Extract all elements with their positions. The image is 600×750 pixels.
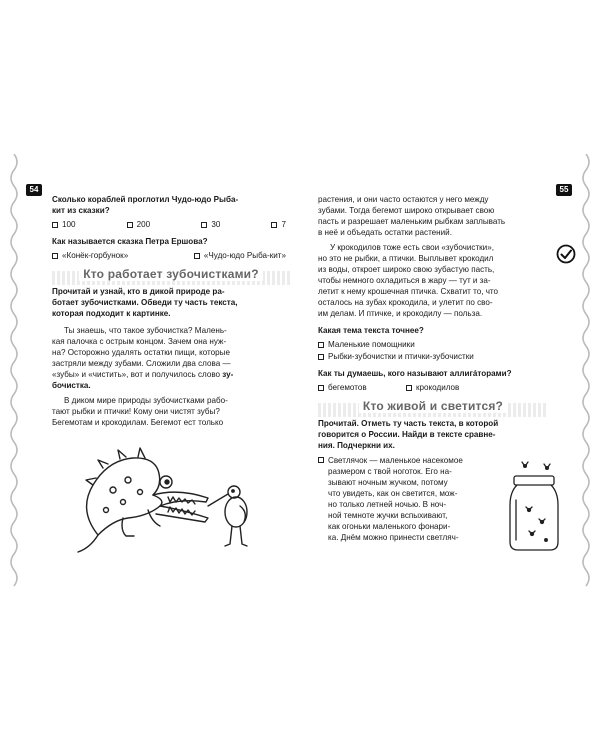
- checkbox-icon[interactable]: [127, 222, 133, 228]
- crocodile-bird-illustration: [68, 440, 258, 560]
- paragraph-crocodile: [318, 242, 548, 319]
- paragraph-wild: [52, 395, 290, 428]
- option-label: «Чудо-юдо Рыба-кит»: [203, 251, 286, 260]
- checkbox-icon[interactable]: [194, 253, 200, 259]
- option-label: Рыбки-зубочистки и птички-зубочистки: [328, 352, 474, 361]
- text-line: зывают ночным жучком, потому: [328, 478, 448, 487]
- text-line: зубами. Тогда бегемот широко открывает свою: [318, 206, 495, 215]
- text-line: в неё и объедать остатки растений.: [318, 228, 452, 237]
- paragraph-hippo-cont: [318, 194, 548, 238]
- option-label: «Конёк-горбунок»: [62, 251, 129, 260]
- alligator-options: [318, 382, 548, 393]
- bold-word: зу-: [222, 370, 234, 379]
- paragraph-firefly: [328, 455, 478, 543]
- option-label: 7: [281, 220, 286, 229]
- section-title-text: Кто работает зубочистками?: [79, 267, 263, 281]
- text-line: размером с твой ноготок. Его на-: [328, 467, 452, 476]
- option-label: 200: [136, 220, 151, 229]
- question-alligators: Как ты думаешь, кого называют аллигáторами?: [318, 369, 512, 378]
- instruction-line: Прочитай и узнай, кто в дикой природе ра-: [52, 287, 225, 296]
- checkmark-circle-icon: [556, 244, 576, 264]
- ships-option-200[interactable]: [127, 219, 151, 230]
- instruction-left: [52, 286, 290, 319]
- text-line: застряли между зубами. Сложили два слова —: [52, 359, 231, 368]
- question-ships: [52, 194, 290, 216]
- text-line: Светлячок — маленькое насекомое: [328, 456, 463, 465]
- text-line: тают рыбки и птички! Кому они чистят зубы?: [52, 407, 220, 416]
- tale-options: [52, 250, 290, 261]
- instruction-line: ботает зубочистками. Обведи ту часть текста,: [52, 298, 238, 307]
- text-line: чтобы немного охладиться в жару — тут и за-: [318, 276, 491, 285]
- option-label: 100: [62, 220, 76, 229]
- text-line: ной темноте жучки вспыхивают,: [328, 511, 448, 520]
- left-page-number: 54: [26, 184, 42, 196]
- ships-options: [52, 219, 290, 230]
- text-line: на? Осторожно удалять остатки пищи, которые: [52, 348, 230, 357]
- section-heading-wrap: [52, 269, 290, 280]
- text-line: растения, и они часто остаются у него между: [318, 195, 489, 204]
- book-spread: [0, 150, 600, 590]
- text-line: что увидеть, как он светится, мож-: [328, 489, 458, 498]
- instruction-line: Прочитай. Отметь ту часть текста, в которой: [318, 419, 499, 428]
- bold-word: бочистка.: [52, 381, 91, 390]
- text-line: но только летней ночью. В ноч-: [328, 500, 447, 509]
- alligator-option-hippos[interactable]: [318, 382, 406, 393]
- text-line: Бегемотам и крокодилам. Бегемот ест только: [52, 418, 224, 427]
- checkbox-icon[interactable]: [201, 222, 207, 228]
- right-wavy-border: [578, 154, 594, 594]
- section-title-toothpicks: [52, 269, 290, 280]
- right-page-number: 55: [556, 184, 572, 196]
- text-line: Ты знаешь, что такое зубочистка? Малень-: [64, 326, 227, 335]
- text-line: В диком мире природы зубочистками рабо-: [64, 396, 228, 405]
- text-line: но это не рыбки, а птички. Выплывет крокодил: [318, 254, 494, 263]
- section-heading-wrap: [318, 401, 548, 412]
- question-ships-line2: кит из сказки?: [52, 206, 110, 215]
- instruction-line: ния. Подчеркни их.: [318, 441, 395, 450]
- text-line: ка. Днём можно принести светляч-: [328, 533, 459, 542]
- left-wavy-border: [6, 154, 22, 594]
- ships-option-7[interactable]: [271, 219, 286, 230]
- text-line: им делам. И птичке, и крокодилу — польза.: [318, 309, 483, 318]
- instruction-line: которая подходит к картинке.: [52, 309, 171, 318]
- question-topic: Какая тема текста точнее?: [318, 326, 424, 335]
- text-line: как огоньки маленького фонари-: [328, 522, 451, 531]
- text-line: из воды, откроет широко свою зубастую пасть,: [318, 265, 495, 274]
- text-line: осталось на зубах крокодила, и улетит по сво-: [318, 298, 493, 307]
- checkbox-icon[interactable]: [318, 385, 324, 391]
- option-label: бегемотов: [328, 383, 367, 392]
- text-line: летит к нему крошечная птичка. Схватит то, что: [318, 287, 499, 296]
- paragraph-toothpick: [52, 325, 290, 391]
- checkbox-icon[interactable]: [271, 222, 277, 228]
- checkbox-icon[interactable]: [52, 222, 58, 228]
- tale-option-rybakit[interactable]: [194, 250, 286, 261]
- instruction-right: [318, 418, 548, 451]
- checkbox-icon[interactable]: [318, 354, 324, 360]
- checkbox-icon[interactable]: [52, 253, 58, 259]
- option-label: крокодилов: [416, 383, 460, 392]
- instruction-line: говорится о России. Найди в тексте сравне-: [318, 430, 496, 439]
- text-line: кая палочка с острым концом. Зачем она нуж-: [52, 337, 227, 346]
- question-tale: Как называется сказка Петра Ершова?: [52, 237, 208, 246]
- topic-option-helpers[interactable]: [318, 339, 548, 350]
- checkbox-icon[interactable]: [318, 342, 324, 348]
- alligator-option-crocodiles[interactable]: [406, 382, 459, 393]
- section-title-text: Кто живой и светится?: [359, 399, 507, 413]
- checkbox-icon[interactable]: [406, 385, 412, 391]
- text-line: пасть и разрешает маленьким рыбкам заплывать: [318, 217, 506, 226]
- question-ships-line1: Сколько кораблей проглотил Чудо-юдо Рыба-: [52, 195, 239, 204]
- firefly-checkbox-icon[interactable]: [318, 457, 324, 463]
- option-label: 30: [211, 220, 221, 229]
- ships-option-30[interactable]: [201, 219, 220, 230]
- left-page: [52, 194, 290, 428]
- tale-option-konek[interactable]: [52, 250, 128, 261]
- text-line: У крокодилов тоже есть свои «зубочистки»,: [330, 243, 494, 252]
- text-line: «зубы» и «чистить», вот и получилось слово: [52, 370, 221, 379]
- topic-option-fish-birds[interactable]: [318, 351, 548, 362]
- ships-option-100[interactable]: [52, 219, 76, 230]
- firefly-jar-illustration: [504, 460, 566, 555]
- option-label: Маленькие помощники: [328, 340, 415, 349]
